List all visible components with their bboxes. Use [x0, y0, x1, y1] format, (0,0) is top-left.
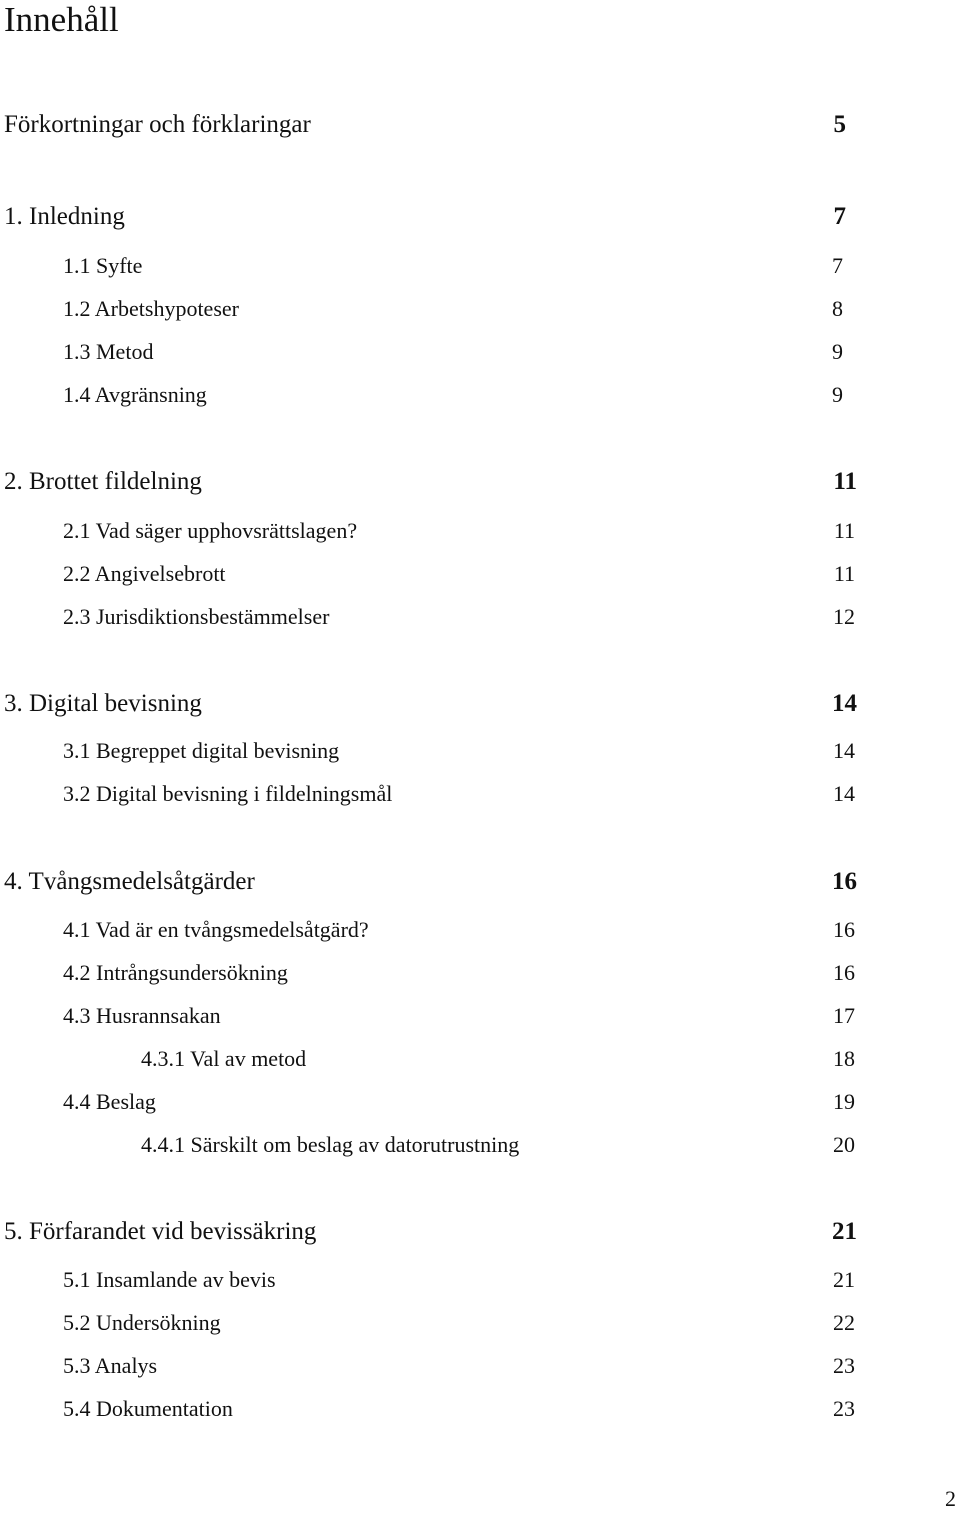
toc-page-number: 16: [832, 868, 857, 895]
toc-label: 5.3 Analys: [63, 1353, 158, 1378]
toc-label: 4.1 Vad är en tvångsmedelsåtgärd?: [63, 917, 369, 942]
toc-page-number: 22: [833, 1310, 855, 1335]
toc-page-number: 14: [833, 781, 855, 806]
toc-page-number: 16: [833, 960, 855, 985]
toc-label: 1.3 Metod: [63, 339, 154, 364]
toc-label: 4.4.1 Särskilt om beslag av datorutrustning: [141, 1132, 520, 1157]
toc-page-number: 23: [833, 1353, 855, 1378]
toc-label: 5. Förfarandet vid bevissäkring: [4, 1218, 317, 1245]
toc-label: 3.1 Begreppet digital bevisning: [63, 738, 340, 763]
toc-page-number: 8: [832, 296, 843, 321]
toc-page-number: 18: [833, 1046, 855, 1071]
toc-page-number: 7: [832, 253, 843, 278]
toc-page-number: 21: [833, 1267, 855, 1292]
toc-label: 3. Digital bevisning: [4, 690, 202, 717]
toc-label: 2.3 Jurisdiktionsbestämmelser: [63, 604, 330, 629]
toc-label: 2.1 Vad säger upphovsrättslagen?: [63, 518, 358, 543]
toc-page-number: 12: [833, 604, 855, 629]
toc-page-number: 9: [832, 382, 843, 407]
toc-page-number: 14: [833, 738, 855, 763]
toc-page-number: 23: [833, 1396, 855, 1421]
toc-page-number: 17: [833, 1003, 855, 1028]
toc-label: 4.3.1 Val av metod: [141, 1046, 307, 1071]
toc-page-number: 19: [833, 1089, 855, 1114]
toc-label: 4.2 Intrångsundersökning: [63, 960, 288, 985]
toc-page-number: 9: [832, 339, 843, 364]
toc-label: 1.4 Avgränsning: [63, 382, 207, 407]
page-title: Innehåll: [4, 0, 119, 39]
toc-label: 2. Brottet fildelning: [4, 468, 202, 495]
toc-page-number: 14: [832, 690, 857, 717]
toc-page-number: 11: [833, 468, 857, 495]
toc-label: 5.2 Undersökning: [63, 1310, 221, 1335]
toc-label: 5.4 Dokumentation: [63, 1396, 233, 1421]
toc-label: 5.1 Insamlande av bevis: [63, 1267, 276, 1292]
toc-label: 1. Inledning: [4, 203, 125, 230]
page-number: 2: [945, 1486, 956, 1511]
toc-page-number: 20: [833, 1132, 855, 1157]
toc-label: Förkortningar och förklaringar: [4, 111, 311, 138]
toc-page-number: 21: [832, 1218, 857, 1245]
toc-label: 4. Tvångsmedelsåtgärder: [4, 868, 255, 895]
toc-label: 2.2 Angivelsebrott: [63, 561, 226, 586]
toc-label: 4.4 Beslag: [63, 1089, 156, 1114]
toc-page-number: 16: [833, 917, 855, 942]
toc-label: 1.1 Syfte: [63, 253, 143, 278]
toc-page-number: 11: [833, 561, 855, 586]
toc-page-number: 5: [833, 111, 846, 138]
toc-label: 1.2 Arbetshypoteser: [63, 296, 239, 321]
toc-page-number: 7: [833, 203, 846, 230]
toc-label: 4.3 Husrannsakan: [63, 1003, 221, 1028]
toc-page-number: 11: [833, 518, 855, 543]
toc-label: 3.2 Digital bevisning i fildelningsmål: [63, 781, 393, 806]
